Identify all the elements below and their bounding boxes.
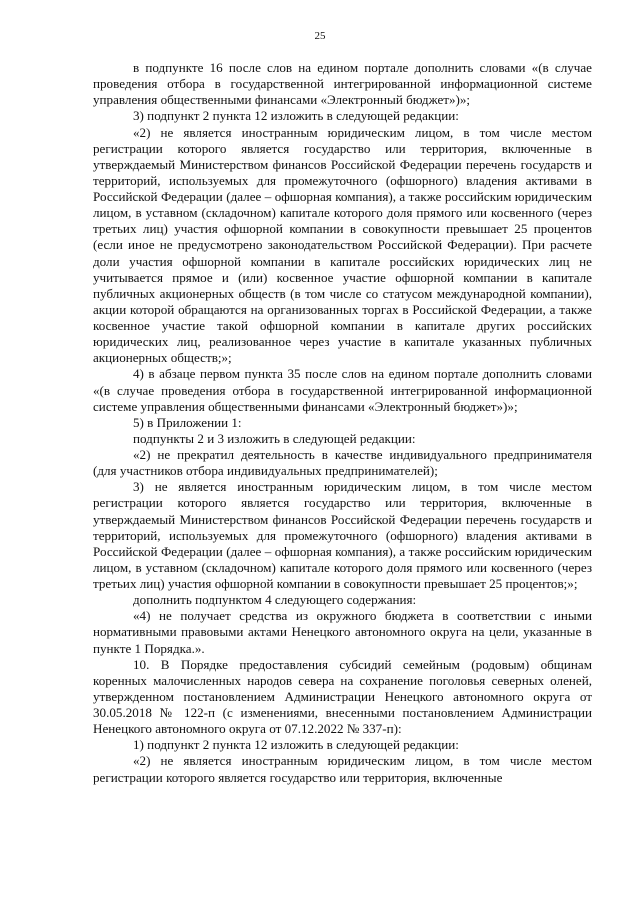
paragraph: в подпункте 16 после слов на едином портале дополнить словами «(в случае проведения отбора в государственной интегрированной информационной системе управления общественными финансами «Электронный бюджет»)»;: [93, 60, 592, 108]
paragraph: подпункты 2 и 3 изложить в следующей редакции:: [133, 430, 416, 446]
paragraph: «2) не прекратил деятельность в качестве индивидуального предпринимателя (для участников отбора индивидуальных предпринимателей);: [93, 447, 592, 479]
paragraph: 1) подпункт 2 пункта 12 изложить в следующей редакции:: [133, 737, 459, 753]
paragraph: 3) не является иностранным юридическим лицом, в том числе местом регистрации которого является государство или территория, включенные в утверждаемый Министерством финансов Российской Федерации перечень государств и территорий, используемых для промежуточного (офшорного) владения активами в Российской Федерации (далее – офшорная компания), а также российским юридическим лицом, в уставном (складочном) капитале которого доля прямого или косвенного (через третьих лиц) участия офшорной компании в совокупности превышает 25 процентов;»;: [93, 479, 592, 591]
paragraph: «2) не является иностранным юридическим лицом, в том числе местом регистрации которого является государство или территория, включенные: [93, 753, 592, 785]
paragraph: 4) в абзаце первом пункта 35 после слов на едином портале дополнить словами «(в случае проведения отбора в государственной интегрированной информационной системе управления общественными финансами «Электронный бюджет»)»;: [93, 366, 592, 414]
document-body: [93, 60, 592, 786]
paragraph: «4) не получает средства из окружного бюджета в соответствии с иными нормативными правовыми актами Ненецкого автономного округа на цели, указанные в пункте 1 Порядка.».: [93, 608, 592, 656]
paragraph: «2) не является иностранным юридическим лицом, в том числе местом регистрации которого является государство или территория, включенные в утверждаемый Министерством финансов Российской Федерации перечень государств и территорий, используемых для промежуточного (офшорного) владения активами в Российской Федерации (далее – офшорная компания), а также российским юридическим лицом, в уставном (складочном) капитале которого доля прямого или косвенного (через третьих лиц) участия офшорной компании в совокупности превышает 25 процентов (если иное не предусмотрено законодательством Российской Федерации). При расчете доли участия офшорной компании в капитале российских юридических лиц не учитывается прямое и (или) косвенное участие офшорной компании в капитале публичных акционерных обществ (в том числе со статусом международной компании), акции которой обращаются на организованных торгах в Российской Федерации, а также косвенное участие такой офшорной компании в капитале других российских юридических лиц, реализованное через участие в капитале указанных публичных акционерных обществ;»;: [93, 124, 592, 366]
paragraph: 5) в Приложении 1:: [133, 414, 242, 430]
paragraph: 10. В Порядке предоставления субсидий семейным (родовым) общинам коренных малочисленных народов севера на сохранение поголовья северных оленей, утвержденном постановлением Администрации Ненецкого автономного округа от 30.05.2018 № 122-п (с изменениями, внесенными постановлением Администрации Ненецкого автономного округа от 07.12.2022 № 337-п):: [93, 656, 592, 737]
paragraph: дополнить подпунктом 4 следующего содержания:: [133, 592, 417, 608]
paragraph: 3) подпункт 2 пункта 12 изложить в следующей редакции:: [133, 108, 459, 124]
page-number: 25: [314, 30, 326, 42]
